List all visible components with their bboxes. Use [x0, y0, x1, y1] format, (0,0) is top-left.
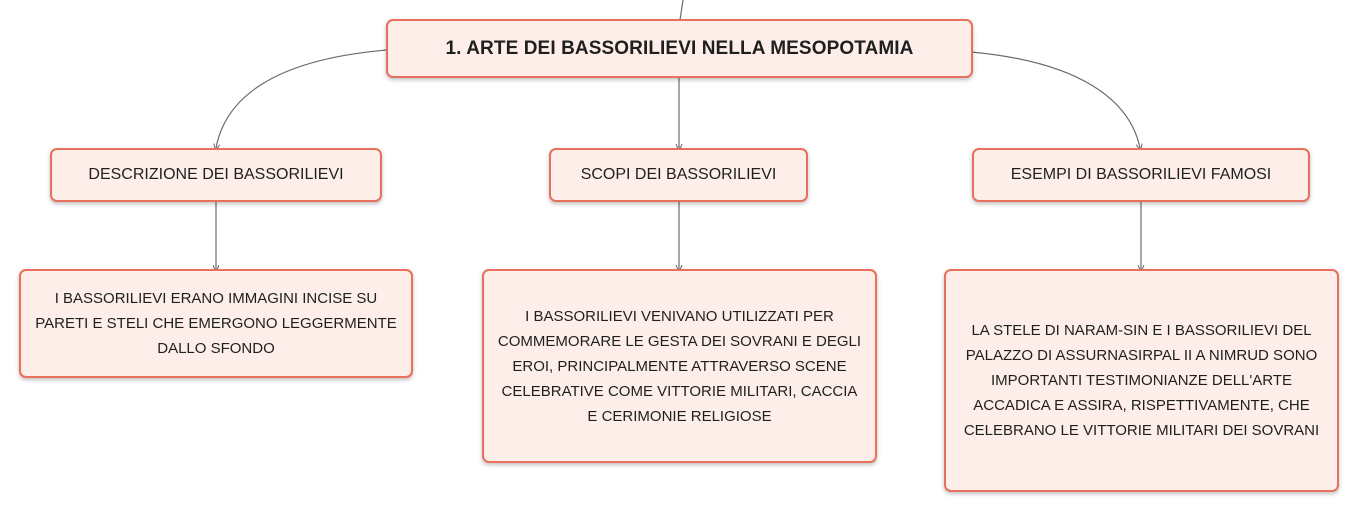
connector-root-to-branch-3: [971, 52, 1140, 148]
detail-topic-text: LA STELE DI NARAM-SIN E I BASSORILIEVI DEL PALAZZO DI ASSURNASIRPAL II A NIMRUD SONO IMPORTANTI TESTIMONIANZE DELL'ARTE ACCADICA E ASSIRA, RISPETTIVAMENTE, CHE CELEBRANO LE VITTORIE MILITARI DEI SOVRANI: [963, 322, 1320, 439]
branch-topic-label: DESCRIZIONE DEI BASSORILIEVI: [88, 166, 344, 183]
branch-topic-esempi[interactable]: [972, 148, 1310, 202]
root-topic-label: 1. ARTE DEI BASSORILIEVI NELLA MESOPOTAMIA: [445, 37, 914, 59]
branch-topic-label: SCOPI DEI BASSORILIEVI: [580, 166, 777, 183]
detail-topic-descrizione[interactable]: [19, 269, 413, 378]
branch-topic-label: ESEMPI DI BASSORILIEVI FAMOSI: [1010, 166, 1272, 183]
detail-topic-text: I BASSORILIEVI ERANO IMMAGINI INCISE SU PARETI E STELI CHE EMERGONO LEGGERMENTE DALLO SFONDO: [35, 290, 397, 357]
branch-topic-descrizione[interactable]: [50, 148, 382, 202]
detail-topic-text: I BASSORILIEVI VENIVANO UTILIZZATI PER COMMEMORARE LE GESTA DEI SOVRANI E DEGLI EROI, PRINCIPALMENTE ATTRAVERSO SCENE CELEBRATIVE COME VITTORIE MILITARI, CACCIA E CERIMONIE RELIGIOSE: [497, 307, 862, 425]
root-topic[interactable]: [386, 19, 973, 78]
connector-root-to-branch-1: [216, 50, 387, 148]
branch-topic-scopi[interactable]: [549, 148, 808, 202]
detail-topic-scopi[interactable]: [482, 269, 877, 463]
connector-incoming: [680, 0, 683, 20]
detail-topic-esempi[interactable]: [944, 269, 1339, 492]
